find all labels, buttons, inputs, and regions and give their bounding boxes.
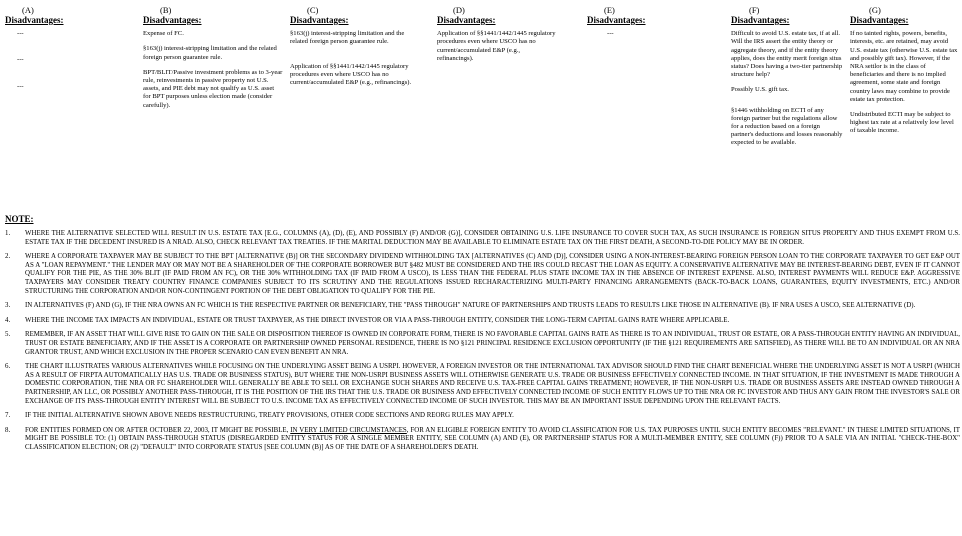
column-b-heading: Disadvantages: (143, 15, 202, 25)
note-item (5, 427, 960, 453)
column-c-heading: Disadvantages: (290, 15, 349, 25)
note-number: 3. (5, 302, 11, 310)
column-a-dash: --- (17, 30, 24, 38)
column-e-dash: --- (607, 30, 614, 38)
column-g-item: Undistributed ECTI may be subject to highest tax rate at a relatively low level of taxable income. (850, 111, 954, 135)
column-a (5, 16, 125, 109)
column-c (290, 16, 415, 94)
note-number: 4. (5, 316, 11, 324)
note-item (5, 331, 960, 357)
column-f (731, 16, 843, 155)
note-text: WHERE THE INCOME TAX IMPACTS AN INDIVIDUAL, ESTATE OR TRUST TAXPAYER, AS THE DIRECT INVESTOR OR VIA A PASS-THROUGH ENTITY, CONSIDER THE LONG-TERM CAPITAL GAINS RATE WHERE APPLICABLE. (25, 316, 730, 324)
column-f-item: §1446 withholding on ECTI of any foreign partner but the regulations allow for a reduction based on a foreign partner's deductions and losses reasonably expected to be available. (731, 106, 843, 147)
note-heading: NOTE: (5, 214, 34, 224)
column-f-item: Possibly U.S. gift tax. (731, 86, 789, 94)
column-b-item: Expense of FC. (143, 30, 184, 38)
note-text: REMEMBER, IF AN ASSET THAT WILL GIVE RISE TO GAIN ON THE SALE OR DISPOSITION THEREOF IS OWNED IN CORPORATE FORM, THERE IS NO FAVORABLE CAPITAL GAINS RATE AS THERE IS TO AN INDIVIDUAL, TRUST OR ESTATE, OR A PASS-THROUGH ENTITY HAVING AN INDIVIDUAL, TRUST OR ESTATE BENEFICIARY, AND IF THE ASSET IS A CORPORATE OR PARTNERSHIP OWNED PERSONAL RESIDENCE, THERE IS NO §121 PRINCIPAL RESIDENCE EXCLUSION OPPORTUNITY (IF THE §121 REQUIREMENTS ARE SATISFIED), AS THERE WILL BE TO AN INDIVIDUAL OR AN NRA GRANTOR TRUST, AND WHICH EXCLUSION IN THE PROPER SCENARIO CAN EVEN BENEFIT AN NRA. (25, 331, 960, 356)
column-b-item: §163(j) interest-stripping limitation and the related foreign person guarantee rule. (143, 45, 277, 61)
column-a-dash: --- (17, 82, 24, 90)
notes-list (5, 230, 960, 458)
note-item (5, 253, 960, 296)
column-f-heading: Disadvantages: (731, 15, 790, 25)
note-item (5, 363, 960, 406)
column-a-dash: --- (17, 56, 24, 64)
note-item (5, 230, 960, 247)
column-b-item: BPT/BLIT/Passive investment problems as to 3-year rule, reinvestments in passive property not U.S. assets, and PIE debt may not qualify as U.S. asset for BPT purposes unless election made (consider carefully). (143, 68, 283, 109)
note-item (5, 412, 960, 421)
note-text (25, 427, 960, 453)
column-c-item: Application of §§1441/1442/1445 regulatory procedures even where USCO has no current/accumulated E&P (e.g., refinancings). (290, 62, 412, 87)
column-f-item: Difficult to avoid U.S. estate tax, if at all. Will the IRS assert the entity theory or aggregate theory, and if the entity theory applies, does the entity merit foreign situs status? Does having a two-tier partnership structure help? (731, 30, 843, 79)
column-d (437, 16, 557, 70)
note-text-part: FOR ENTITIES FORMED ON OR AFTER OCTOBER 22, 2003, IT MIGHT BE POSSIBLE, (25, 426, 291, 434)
note-text: IN ALTERNATIVES (F) AND (G), IF THE NRA OWNS AN FC WHICH IS THE RESPECTIVE PARTNER OR BENEFICIARY, THE "PASS THROUGH" NATURE OF PARTNERSHIPS AND TRUSTS LEADS TO RESULTS LIKE THOSE IN ALTERNATIVE (B). IF NRA USES A USCO, SEE ALTERNATIVE (D). (25, 302, 916, 310)
column-letter-f: (F) (749, 5, 760, 15)
column-c-item: §163(j) interest-stripping limitation and the related foreign person guarantee rule. (290, 30, 405, 46)
note-text: THE CHART ILLUSTRATES VARIOUS ALTERNATIVES WHILE FOCUSING ON THE UNDERLYING ASSET BEING A USRPI. HOWEVER, A FOREIGN INVESTOR OR THE INTERNATIONAL TAX ADVISOR SHOULD FIND THE CHART BENEFICIAL WHERE THE UNDERLYING ASSET IS NOT A USRPI (WHICH AS A RESULT OF FIRPTA AUTOMATICALLY HAS U.S. TRADE OR BUSINESS STATUS), BUT WHERE THE NON-USRPI BUSINESS ASSETS WILL OTHERWISE GENERATE U.S. TRADE OR BUSINESS EFFECTIVELY CONNECTED INCOME. IN THAT SITUATION, IF THE INVESTMENT IS MADE THROUGH A DOMESTIC CORPORATION, THE NRA OR FC SHAREHOLDER WILL GENERALLY BE ABLE TO SELL OR EXCHANGE SUCH SHARES AND RECEIVE U.S. TAX-FREE CAPITAL GAINS TREATMENT; HOWEVER, IF THE NON-USRPI U.S. TRADE OR BUSINESS ASSETS ARE INSTEAD OWNED THROUGH A PARTNERSHIP, AN LLC, OR POSSIBLY ANOTHER PASS-THROUGH, IT IS THE POSITION OF THE IRS THAT THE U.S. TRADE OR BUSINESS AND EFFECTIVELY CONNECTED INCOME OF SUCH ENTITY FLOWS UP TO THE NRA OR FC INVESTOR AND THUS ANY GAIN FROM THE INVESTOR'S SALE OR EXCHANGE OF ITS PASS-THROUGH ENTITY INTEREST WILL BE SUBJECT TO U.S. INCOME TAX AS EFFECTIVELY CONNECTED INCOME OF SUCH INVESTOR. THIS MAY BE AN IMPORTANT ISSUE DEPENDING UPON THE RELEVANT FACTS. (25, 363, 960, 405)
column-g-item: If no tainted rights, powers, benefits, interests, etc. are retained, may avoid U.S. estate tax (otherwise U.S. estate tax and possibly gift tax). However, if the NRA settlor is in the class of beneficiaries and there is no implied agreement, some state and foreign country laws may combine to provide estate tax protection. (850, 30, 958, 103)
note-text: WHERE A CORPORATE TAXPAYER MAY BE SUBJECT TO THE BPT [ALTERNATIVE (B)] OR THE SECONDARY DIVIDEND WITHHOLDING TAX [ALTERNATIVES (C) AND (D)], CONSIDER USING A NON-INTEREST-BEARING FOREIGN PERSON LOAN TO THE CORPORATE TAXPAYER TO GET E&P OUT AS A "LOAN REPAYMENT." THE LENDER MAY OR MAY NOT BE A SHAREHOLDER OF THE CORPORATE BORROWER BUT §482 MUST BE CONSIDERED AND THE IRS COULD RECAST THE LOAN AS EQUITY. A CONSERVATIVE ALTERNATIVE MAY BE INTEREST-BEARING DEBT, EVEN IF IT CANNOT QUALIFY FOR THE PIE, AS THE 30% BLIT (IF PAID FROM AN FC), OR THE 30% WITHHOLDING TAX (IF PAID FROM A USCO), IS LESS THAN THE FEDERAL PLUS STATE INCOME TAX IN THE ABSENCE OF INTEREST EXPENSE. ALSO, INTEREST PAYMENTS WILL REDUCE E&P. AGGRESSIVE TAXPAYERS MAY CONSIDER TREATY COUNTRY FINANCE COMPANIES SUBJECT TO ITS SCRUTINY AND THE REGULATIONS ISSUED RECHARACTERIZING MULTI-PARTY FINANCING ARRANGEMENTS (BACK-TO-BACK LOANS, GUARANTEES, EQUITY INVESTMENTS, ETC.) AND/OR STRUCTURING THE CORPORATION AND/OR NON-CONTINGENT PORTION OF THE DEBT OBLIGATION TO QUALIFY FOR THE PIE. (25, 253, 960, 295)
note-text: IF THE INITIAL ALTERNATIVE SHOWN ABOVE NEEDS RESTRUCTURING, TREATY PROVISIONS, OTHER CODE SECTIONS AND REORG RULES MAY APPLY. (25, 412, 514, 420)
note-number: 8. (5, 426, 11, 434)
column-letter-a: (A) (22, 5, 34, 15)
note-text: WHERE THE ALTERNATIVE SELECTED WILL RESULT IN U.S. ESTATE TAX [E.G., COLUMNS (A), (D), (E), AND POSSIBLY (F) AND/OR (G)], CONSIDER OBTAINING U.S. LIFE INSURANCE TO COVER SUCH TAX, AS SUCH INSURANCE IS FOREIGN SITUS PROPERTY AND THUS EXEMPT FROM U.S. ESTATE TAX IF THE DECEDENT INSURED IS A NRAD. ALSO, CHECK RELEVANT TAX TREATIES. IF THE MARITAL DEDUCTION MAY BE AVAILABLE TO ELIMINATE ESTATE TAX ON THE FIRST DEATH, A SECOND-TO-DIE POLICY MAY BE IN ORDER. (25, 230, 960, 246)
column-g (850, 16, 958, 143)
column-letter-e: (E) (604, 5, 615, 15)
column-d-heading: Disadvantages: (437, 15, 496, 25)
column-letter-d: (D) (453, 5, 465, 15)
note-text-part: , FOR AN ELIGIBLE FOREIGN ENTITY TO AVOID CLASSIFICATION FOR U.S. TAX PURPOSES UNTIL SUCH ENTITY BECOMES "RELEVANT." IN THESE LIMITED SITUATIONS, IT MIGHT BE POSSIBLE TO: (1) OBTAIN PASS-THROUGH STATUS (DISREGARDED ENTITY STATUS FOR A SINGLE MEMBER ENTITY, SEE COLUMN (A) AND (E), OR PARTNERSHIP STATUS FOR A MULTI-MEMBER ENTITY, SEE COLUMN (F)) PRIOR TO A SALE VIA AN INITIAL "CHECK-THE-BOX" CLASSIFICATION ELECTION; OR (2) "DEFAULT" INTO CORPORATE STATUS [SEE COLUMN (B)] AS OF THE DATE OF A SHAREHOLDER'S DEATH. (25, 426, 961, 451)
note-item (5, 317, 960, 326)
note-number: 5. (5, 331, 11, 339)
note-item (5, 302, 960, 311)
column-g-heading: Disadvantages: (850, 15, 909, 25)
note-number: 1. (5, 230, 11, 237)
note-number: 6. (5, 363, 11, 371)
note-number: 7. (5, 412, 11, 420)
column-letter-b: (B) (160, 5, 172, 15)
column-letter-g: (G) (869, 5, 881, 15)
column-b (143, 16, 283, 117)
column-d-item: Application of §§1441/1442/1445 regulatory procedures even where USCO has no current/accumulated E&P (e.g., refinancings). (437, 30, 556, 62)
note-number: 2. (5, 253, 11, 261)
note-underlined-text: IN VERY LIMITED CIRCUMSTANCES (290, 426, 407, 434)
column-e-heading: Disadvantages: (587, 15, 646, 25)
column-a-heading: Disadvantages: (5, 15, 64, 25)
column-e (587, 16, 707, 56)
column-letter-c: (C) (307, 5, 319, 15)
